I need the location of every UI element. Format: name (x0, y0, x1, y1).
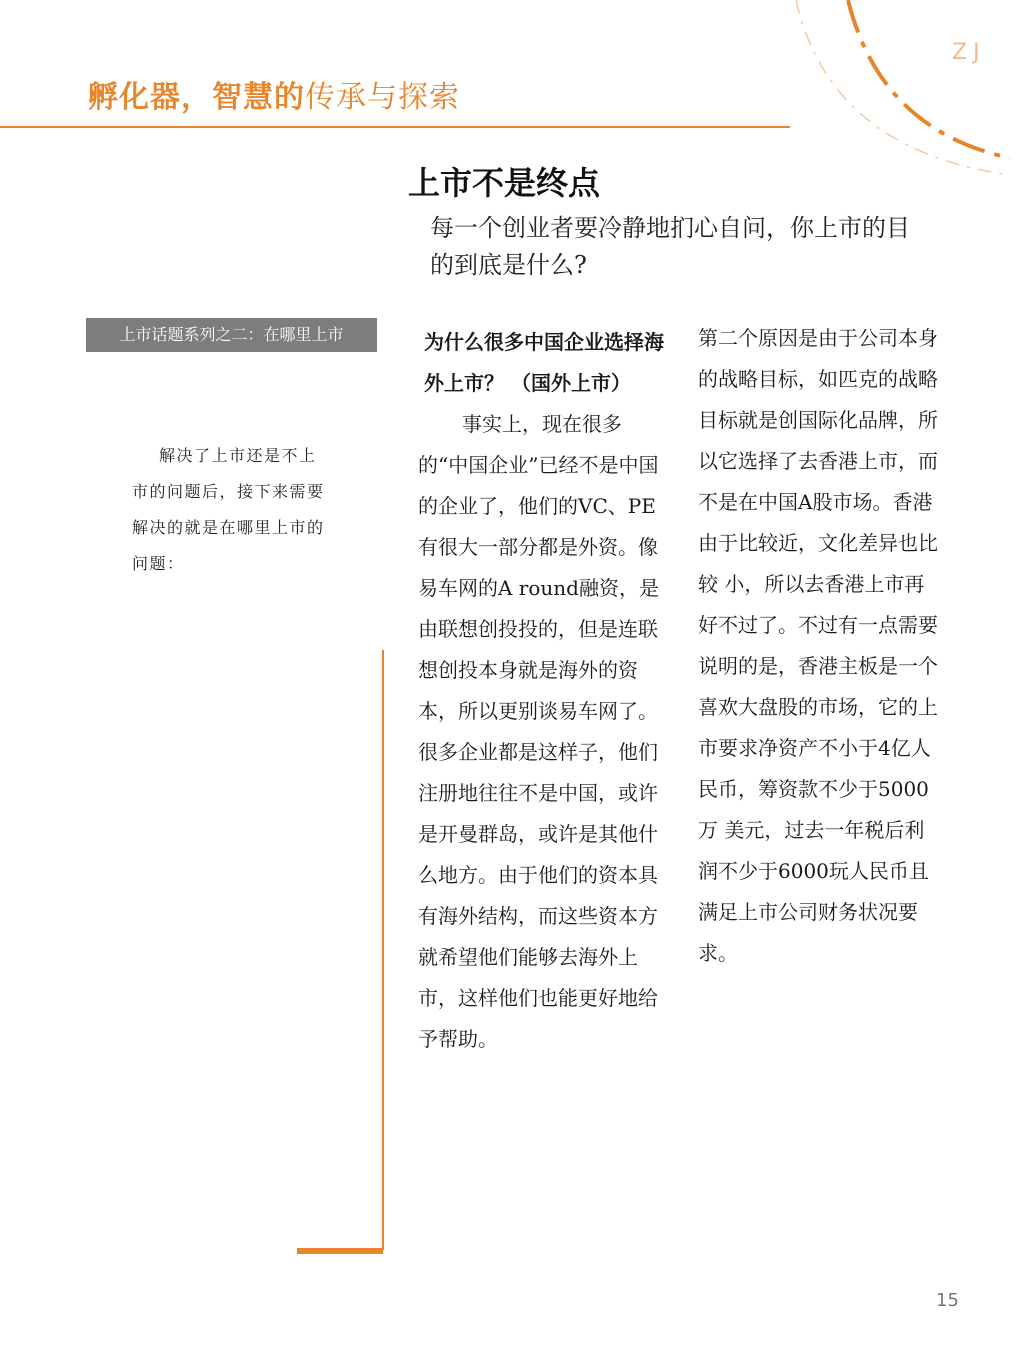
corner-mark: ZJ (952, 40, 986, 65)
body-paragraph-2: 第二个原因是由于公司本身的战略目标，如匹克的战略目标就是创国际化品牌，所以它选择了去香港上市，而不是在中国A股市场。香港由于比较近，文化差异也比较 小，所以去香港上市再好不过了。不过有一点需要说明的是，香港主板是一个喜欢大盘股的市场，它的上市要求净资产不小于4亿人民币，筹资款不少于5000万 美元，过去一年税后利润不少于6000玩人民币且满足上市公司财务状况要求。 (698, 326, 938, 965)
series-tag: 上市话题系列之二：在哪里上市 (86, 318, 377, 352)
body-paragraph-1: 事实上，现在很多的“中国企业”已经不是中国的企业了，他们的VC、PE有很大一部分都是外资。像易车网的A round融资，是由联想创投投的，但是连联想创投本身就是海外的资本，所以更别谈易车网了。很多企业都是这样子，他们注册地往往不是中国，或许是开曼群岛，或许是其他什么地方。由于他们的资本具有海外结构，而这些资本方就希望他们能够去海外上市，这样他们也能更好地给予帮助。 (418, 412, 659, 1051)
vertical-accent-line (382, 650, 384, 1250)
article-subtitle: 每一个创业者要冷静地扪心自问，你上市的目的到底是什么? (430, 214, 910, 279)
header-divider (0, 126, 790, 128)
sidebar-intro: 解决了上市还是不上市的问题后，接下来需要解决的就是在哪里上市的问题： (132, 446, 325, 573)
article-title: 上市不是终点 (408, 164, 601, 202)
header-title-bold: 孵化器，智慧的 (88, 80, 305, 115)
corner-arc-decoration (760, 0, 1024, 200)
horizontal-accent-bar (297, 1248, 383, 1254)
page-number: 15 (936, 1290, 959, 1311)
body-column-middle (418, 322, 666, 1060)
header-title (88, 78, 460, 118)
section-question: 为什么很多中国企业选择海外上市？ （国外上市） (424, 330, 664, 395)
header-title-rest: 传承与探索 (305, 80, 460, 115)
